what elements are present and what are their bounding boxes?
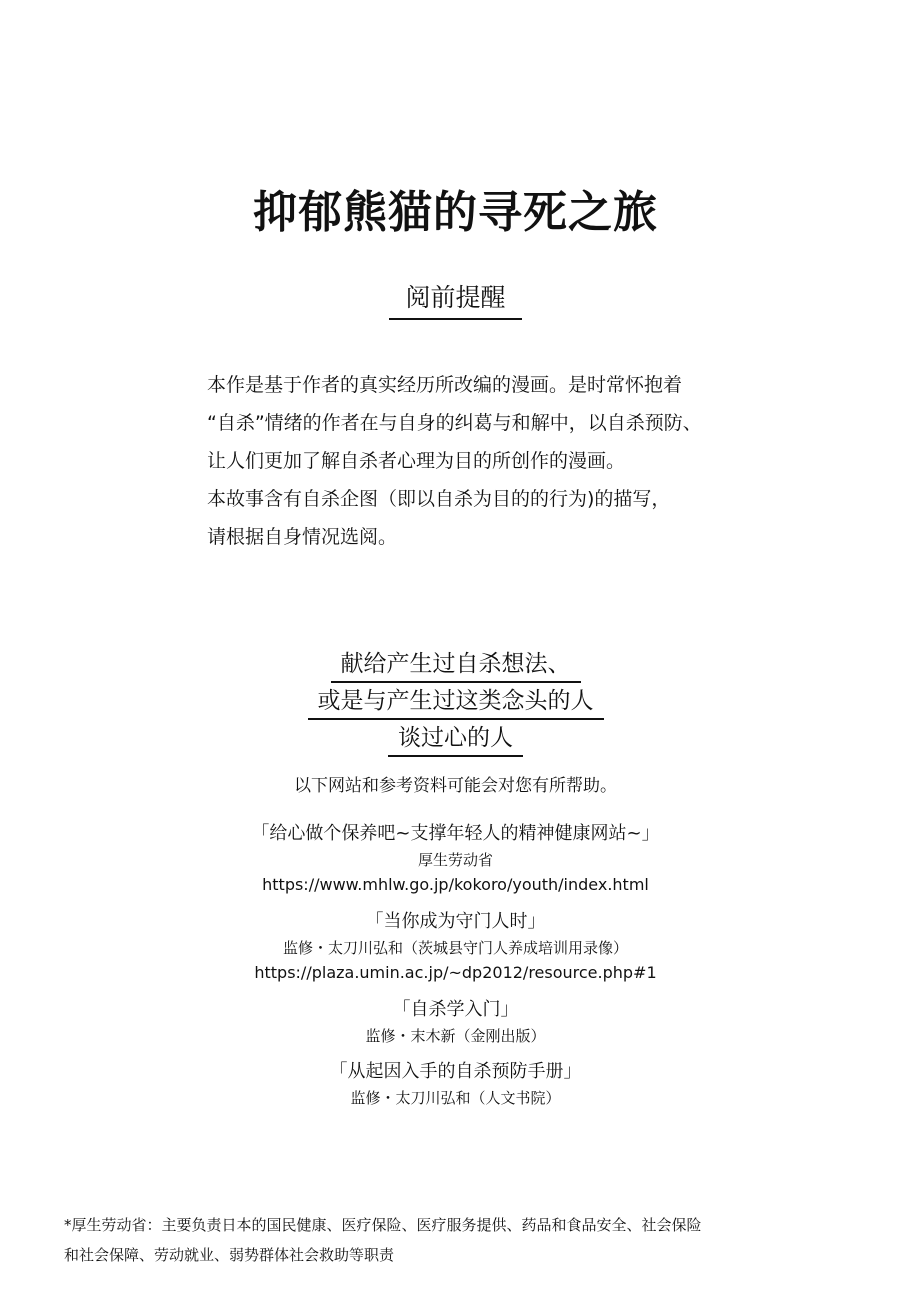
resource-title: 「给心做个保养吧~支撑年轻人的精神健康网站~」: [251, 823, 660, 844]
reading-notice-heading: 阅前提醒: [389, 278, 521, 320]
page-title: 抑郁熊猫的寻死之旅: [253, 187, 658, 238]
reading-notice: [207, 366, 857, 556]
notice-line: 本作是基于作者的真实经历所改编的漫画。是时常怀抱着: [207, 374, 683, 396]
dedication: [0, 648, 911, 759]
resource-list: [0, 820, 911, 1120]
resource-title: 「自杀学入门」: [392, 999, 519, 1020]
resource-title: 「当你成为守门人时」: [365, 911, 546, 932]
subtitle-block: [0, 278, 911, 320]
footnote: [64, 1210, 884, 1270]
resource-item: [0, 1058, 911, 1110]
resource-publisher: 厚生劳动省: [417, 851, 493, 869]
resource-publisher: 监修・太刀川弘和（人文书院）: [350, 1089, 561, 1107]
resource-item: [0, 996, 911, 1048]
dedication-line: 谈过心的人: [388, 722, 523, 757]
notice-line: 让人们更加了解自杀者心理为目的所创作的漫画。: [207, 450, 626, 472]
notice-line: 本故事含有自杀企图（即以自杀为目的的行为)的描写，: [207, 488, 671, 510]
resource-url: https://plaza.umin.ac.jp/~dp2012/resource.php#1: [254, 963, 657, 982]
notice-line: 请根据自身情况选阅。: [207, 526, 398, 548]
help-text: 以下网站和参考资料可能会对您有所帮助。: [294, 776, 617, 796]
resource-url: https://www.mhlw.go.jp/kokoro/youth/index.html: [262, 875, 649, 894]
resource-publisher: 监修・太刀川弘和（茨城县守门人养成培训用录像）: [282, 939, 628, 957]
dedication-line: 献给产生过自杀想法、: [331, 648, 581, 683]
dedication-line: 或是与产生过这类念头的人: [308, 685, 604, 720]
resource-publisher: 监修・末木新（金刚出版）: [365, 1027, 546, 1045]
resource-title: 「从起因入手的自杀预防手册」: [329, 1061, 582, 1082]
resource-item: [0, 820, 911, 898]
footnote-line: *厚生劳动省：主要负责日本的国民健康、医疗保险、医疗服务提供、药品和食品安全、社会保险: [64, 1216, 702, 1234]
resource-item: [0, 908, 911, 986]
footnote-line: 和社会保障、劳动就业、弱势群体社会救助等职责: [64, 1246, 395, 1264]
notice-line: “自杀”情绪的作者在与自身的纠葛与和解中，以自杀预防、: [207, 412, 702, 434]
